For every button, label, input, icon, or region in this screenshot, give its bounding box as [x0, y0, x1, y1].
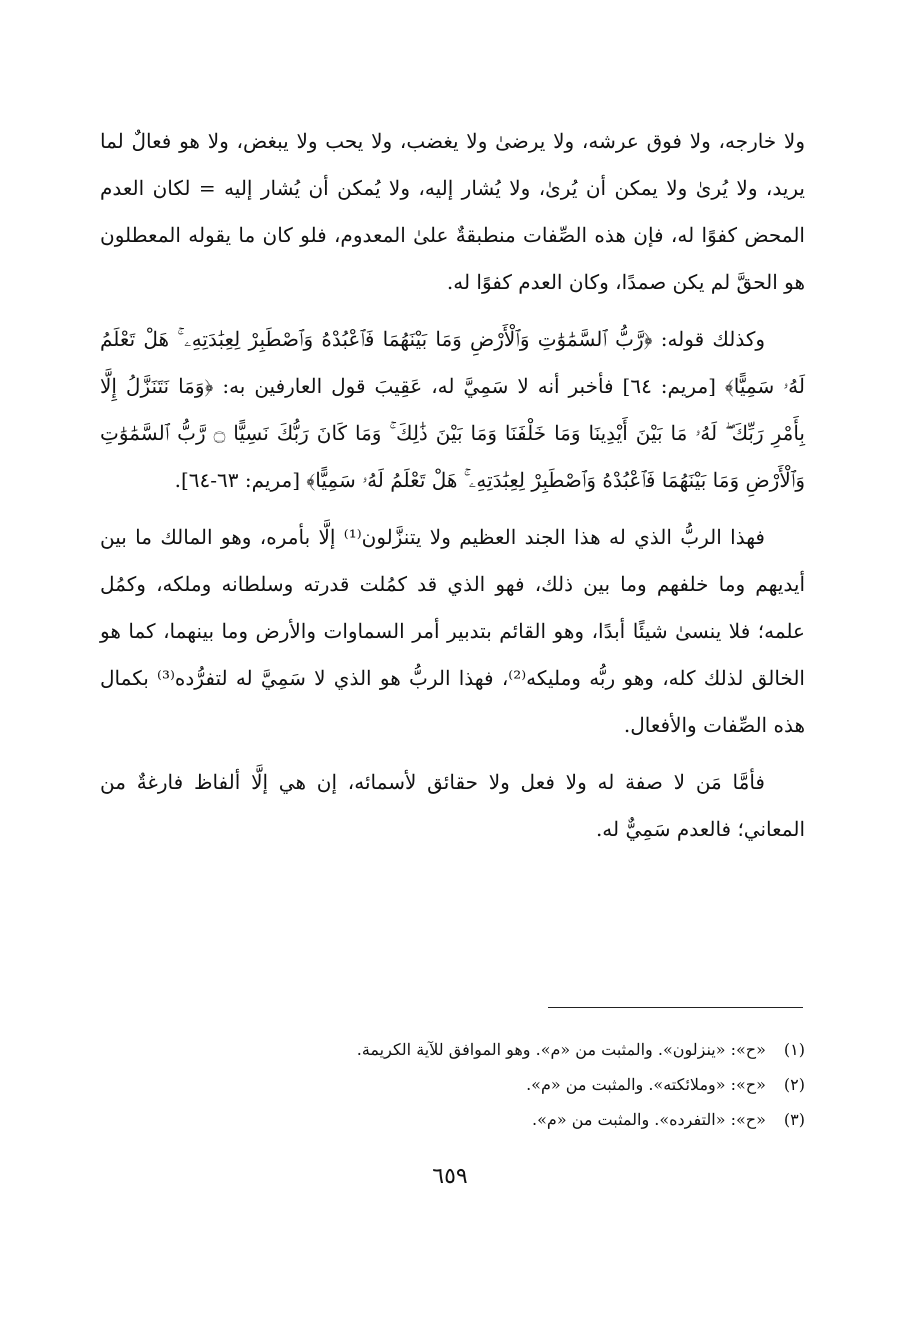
- footnote-3: [200, 1102, 805, 1137]
- paragraph-2: وكذلك قوله: ﴿رَّبُّ ٱلسَّمَٰوَٰتِ وَٱلْأَرْضِ وَمَا بَيْنَهُمَا فَٱعْبُدْهُ وَٱصْطَبِرْ لِعِبَٰدَتِهِۦ ۚ هَلْ تَعْلَمُ لَهُۥ سَمِيًّا﴾ [مريم: ٦٤] فأخبر أنه لا سَمِيَّ له، عَقِيبَ قول العارفين به: ﴿وَمَا نَتَنَزَّلُ إِلَّا بِأَمْرِ رَبِّكَ ۖ لَهُۥ مَا بَيْنَ أَيْدِينَا وَمَا خَلْفَنَا وَمَا بَيْنَ ذَٰلِكَ ۚ وَمَا كَانَ رَبُّكَ نَسِيًّا ۝ رَّبُّ ٱلسَّمَٰوَٰتِ وَٱلْأَرْضِ وَمَا بَيْنَهُمَا فَٱعْبُدْهُ وَٱصْطَبِرْ لِعِبَٰدَتِهِۦ ۚ هَلْ تَعْلَمُ لَهُۥ سَمِيًّا﴾ [مريم: ٦٣-٦٤].: [100, 327, 805, 492]
- paragraph-1: ولا خارجه، ولا فوق عرشه، ولا يرضىٰ ولا يغضب، ولا يحب ولا يبغض، ولا هو فعالٌ لما يريد، ولا يُرىٰ ولا يمكن أن يُرىٰ، ولا يُشار إليه، ولا يُمكن أن يُشار إليه = لكان العدم المحض كفوًا له، فإن هذه الصِّفات منطبقةٌ علىٰ المعدوم، فلو كان ما يقوله المعطلون هو الحقَّ لم يكن صمدًا، وكان العدم كفوًا له.: [100, 129, 805, 294]
- footnote-number: (٢): [783, 1075, 805, 1094]
- footnote-number: (١): [783, 1040, 805, 1059]
- footnotes: [200, 1032, 805, 1137]
- footnote-text: «ح»: «ينزلون». والمثبت من «م». وهو الموافق للآية الكريمة.: [356, 1040, 766, 1059]
- footnote-2: [200, 1067, 805, 1102]
- page-number: ٦٥٩: [432, 1164, 468, 1189]
- footnote-text: «ح»: «التفرده». والمثبت من «م».: [532, 1110, 766, 1129]
- main-text: [100, 118, 805, 863]
- footnote-number: (٣): [783, 1110, 805, 1129]
- footnote-text: «ح»: «وملائكته». والمثبت من «م».: [526, 1075, 766, 1094]
- footnote-separator: [548, 1007, 803, 1008]
- footnote-1: [200, 1032, 805, 1067]
- paragraph-3: فهذا الربُّ الذي له هذا الجند العظيم ولا يتنزَّلون⁽¹⁾ إلَّا بأمره، وهو المالك ما بين أيديهم وما خلفهم وما بين ذلك، فهو الذي قد كمُلت قدرته وسلطانه وملكه، وكمُل علمه؛ فلا ينسىٰ شيئًا أبدًا، وهو القائم بتدبير أمر السماوات والأرض وما بينهما، كما هو الخالق لذلك كله، وهو ربُّه ومليكه⁽²⁾، فهذا الربُّ هو الذي لا سَمِيَّ له لتفرُّده⁽³⁾ بكمال هذه الصِّفات والأفعال.: [100, 525, 805, 737]
- paragraph-4: فأمَّا مَن لا صفة له ولا فعل ولا حقائق لأسمائه، إن هي إلَّا ألفاظ فارغةٌ من المعاني؛ فالعدم سَمِيٌّ له.: [100, 770, 805, 841]
